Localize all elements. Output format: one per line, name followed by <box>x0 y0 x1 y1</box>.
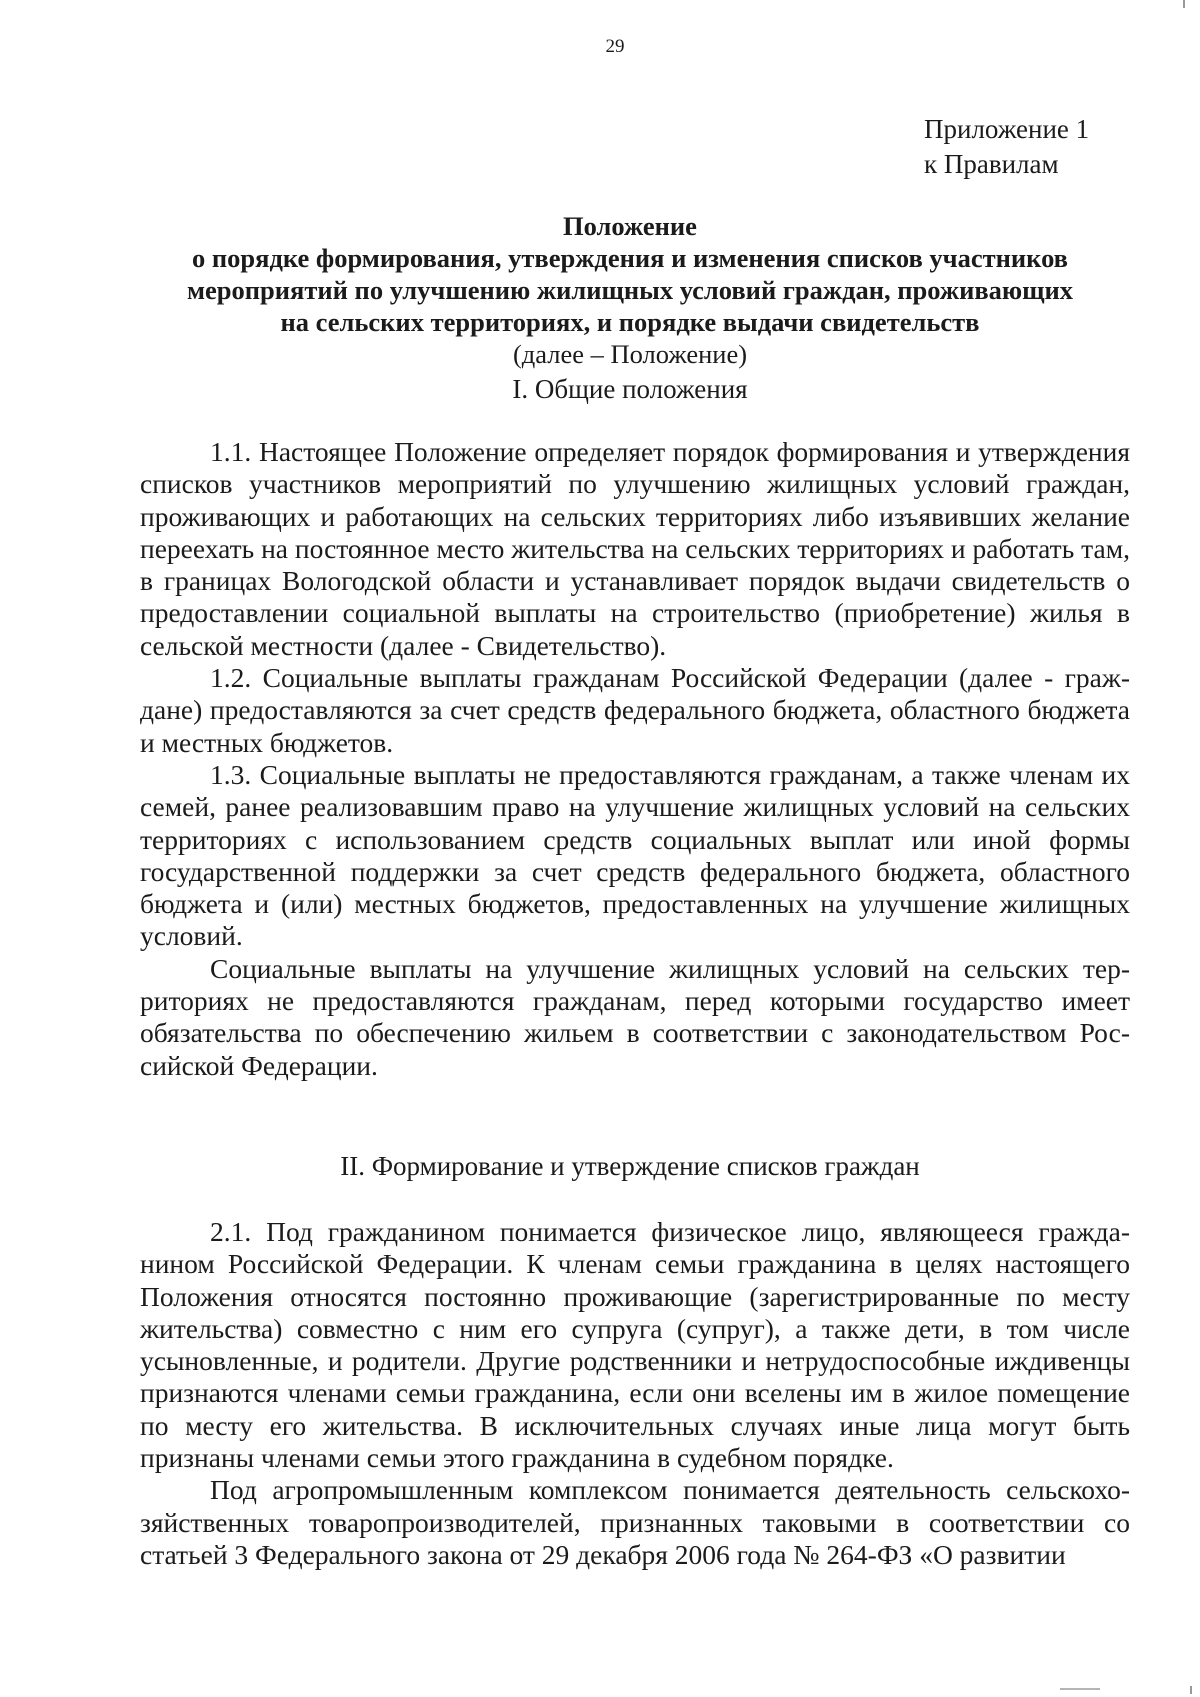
title-line-4: на сельских территориях, и порядке выдачи свидетельств <box>280 307 980 337</box>
page-number: 29 <box>605 36 625 57</box>
scan-artifact-bottom <box>1060 1688 1100 1690</box>
scan-artifact-top <box>1183 0 1185 8</box>
paragraph-2-1: 2.1. Под гражданином понимается физическое лицо, являющееся гражданином Российской Федерации. К членам семьи гражданина в целях настоящего Положения относятся постоянно проживающие (зарегистрированные по месту жительства) совместно с ним его супруга (супруг), а также дети, в том числе усыновленные, и родители. Другие родственники и нетрудоспособные иждивенцы признаются членами семьи гражданина, если они вселены им в жилое помещение по месту его жительства. В исключительных случаях иные лица могут быть признаны членами семьи этого гражданина в судебном порядке. <box>140 1216 1130 1474</box>
paragraph-1-2: 1.2. Социальные выплаты гражданам Российской Федерации (далее - граждане) предоставляются за счет средств федерального бюджета, областного бюджета и местных бюджетов. <box>140 662 1130 758</box>
section-2-heading: II. Формирование и утверждение списков граждан <box>340 1151 920 1181</box>
paragraph-2-2: Под агропромышленным комплексом понимается деятельность сельскохозяйственных товаропроизводителей, признанных таковыми в соответствии со статьей 3 Федерального закона от 29 декабря 2006 года № 264-ФЗ «О развитии <box>140 1474 1130 1570</box>
title-line-2: о порядке формирования, утверждения и изменения списков участников <box>192 243 1068 273</box>
appendix-reference <box>924 112 1089 182</box>
title-line-1: Положение <box>563 211 697 241</box>
paragraph-1-3: 1.3. Социальные выплаты не предоставляются гражданам, а также членам их семей, ранее реализовавшим право на улучшение жилищных условий на сельских территориях с использованием средств социальных выплат или иной формы государственной поддержки за счет средств федерального бюджета, областного бюджета и (или) местных бюджетов, предоставленных на улучшение жилищных условий. <box>140 758 1130 952</box>
appendix-line-2: к Правилам <box>924 149 1059 179</box>
section-1-body <box>140 436 1130 1082</box>
title-line-3: мероприятий по улучшению жилищных условий граждан, проживающих <box>186 275 1074 305</box>
title-subtitle: (далее – Положение) <box>512 339 748 369</box>
section-1-heading: I. Общие положения <box>512 374 748 404</box>
paragraph-1-1: 1.1. Настоящее Положение определяет порядок формирования и утверждения списков участников мероприятий по улучшению жилищных условий граждан, проживающих и работающих на сельских территориях либо изъявивших желание переехать на постоянное место жительства на сельских территориях и работать там, в границах Вологодской области и устанавливает порядок выдачи свидетельств о предоставлении социальной выплаты на строительство (приобретение) жилья в сельской местности (далее - Свидетельство). <box>140 436 1130 661</box>
appendix-line-1: Приложение 1 <box>924 114 1090 144</box>
scan-artifact-corner <box>1190 1686 1192 1694</box>
document-title <box>140 210 1120 370</box>
section-2-body <box>140 1216 1130 1571</box>
paragraph-1-4: Социальные выплаты на улучшение жилищных условий на сельских территориях не предоставляются гражданам, перед которыми государство имеет обязательства по обеспечению жильем в соответствии с законодательством Российской Федерации. <box>140 952 1130 1081</box>
